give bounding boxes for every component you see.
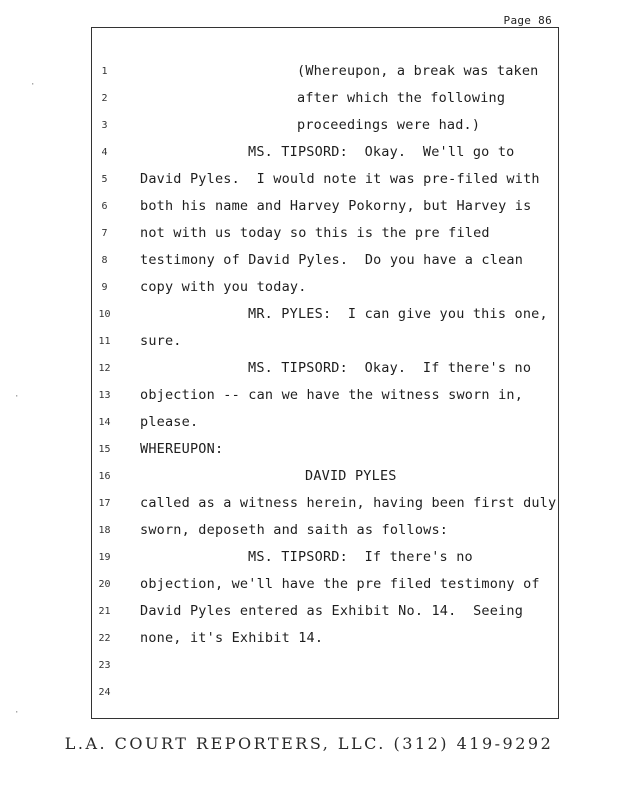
- line-number: 6: [101, 201, 108, 212]
- transcript-line: called as a witness herein, having been first duly: [140, 495, 557, 511]
- line-number: 16: [98, 471, 111, 482]
- transcript-line: WHEREUPON:: [140, 441, 224, 457]
- transcript-line: testimony of David Pyles. Do you have a clean: [140, 252, 524, 268]
- line-number: 18: [98, 525, 111, 536]
- line-number: 22: [98, 633, 111, 644]
- line-number: 23: [98, 660, 111, 671]
- court-reporter-footer: L.A. COURT REPORTERS, LLC. (312) 419-9292: [64, 734, 554, 753]
- line-number: 20: [98, 579, 111, 590]
- line-number: 5: [101, 174, 108, 185]
- line-number: 14: [98, 417, 111, 428]
- transcript-line: none, it's Exhibit 14.: [140, 630, 324, 646]
- transcript-line: not with us today so this is the pre filed: [140, 225, 490, 241]
- line-number: 10: [98, 309, 111, 320]
- line-number: 21: [98, 606, 111, 617]
- transcript-line: MS. TIPSORD: If there's no: [248, 549, 473, 565]
- scan-speck: ·: [30, 80, 36, 90]
- line-number: 19: [98, 552, 111, 563]
- transcript-line: objection -- can we have the witness sworn in,: [140, 387, 524, 403]
- line-number: 17: [98, 498, 111, 509]
- transcript-line: sure.: [140, 333, 182, 349]
- line-number: 12: [98, 363, 111, 374]
- transcript-line: both his name and Harvey Pokorny, but Harvey is: [140, 198, 532, 214]
- line-number: 1: [101, 66, 108, 77]
- line-number: 15: [98, 444, 111, 455]
- transcript-line: copy with you today.: [140, 279, 307, 295]
- page-number: Page 86: [503, 14, 552, 27]
- transcript-line: MS. TIPSORD: Okay. We'll go to: [248, 144, 515, 160]
- transcript-line: MR. PYLES: I can give you this one,: [248, 306, 548, 322]
- line-number: 13: [98, 390, 111, 401]
- transcript-line: please.: [140, 414, 199, 430]
- scan-speck: ·: [14, 708, 20, 718]
- transcript-line: objection, we'll have the pre filed testimony of: [140, 576, 540, 592]
- transcript-line: David Pyles entered as Exhibit No. 14. Seeing: [140, 603, 524, 619]
- transcript-line: DAVID PYLES: [305, 468, 397, 484]
- line-number: 8: [101, 255, 108, 266]
- line-number: 2: [101, 93, 108, 104]
- line-number: 24: [98, 687, 111, 698]
- transcript-line: MS. TIPSORD: Okay. If there's no: [248, 360, 532, 376]
- line-number: 11: [98, 336, 111, 347]
- transcript-line: David Pyles. I would note it was pre-filed with: [140, 171, 540, 187]
- transcript-line: after which the following: [297, 90, 506, 106]
- transcript-line: proceedings were had.): [297, 117, 481, 133]
- line-number: 7: [101, 228, 108, 239]
- transcript-line: (Whereupon, a break was taken: [297, 63, 539, 79]
- line-number: 4: [101, 147, 108, 158]
- line-number: 9: [101, 282, 108, 293]
- scan-speck: ·: [14, 392, 20, 402]
- transcript-line: sworn, deposeth and saith as follows:: [140, 522, 449, 538]
- line-number: 3: [101, 120, 108, 131]
